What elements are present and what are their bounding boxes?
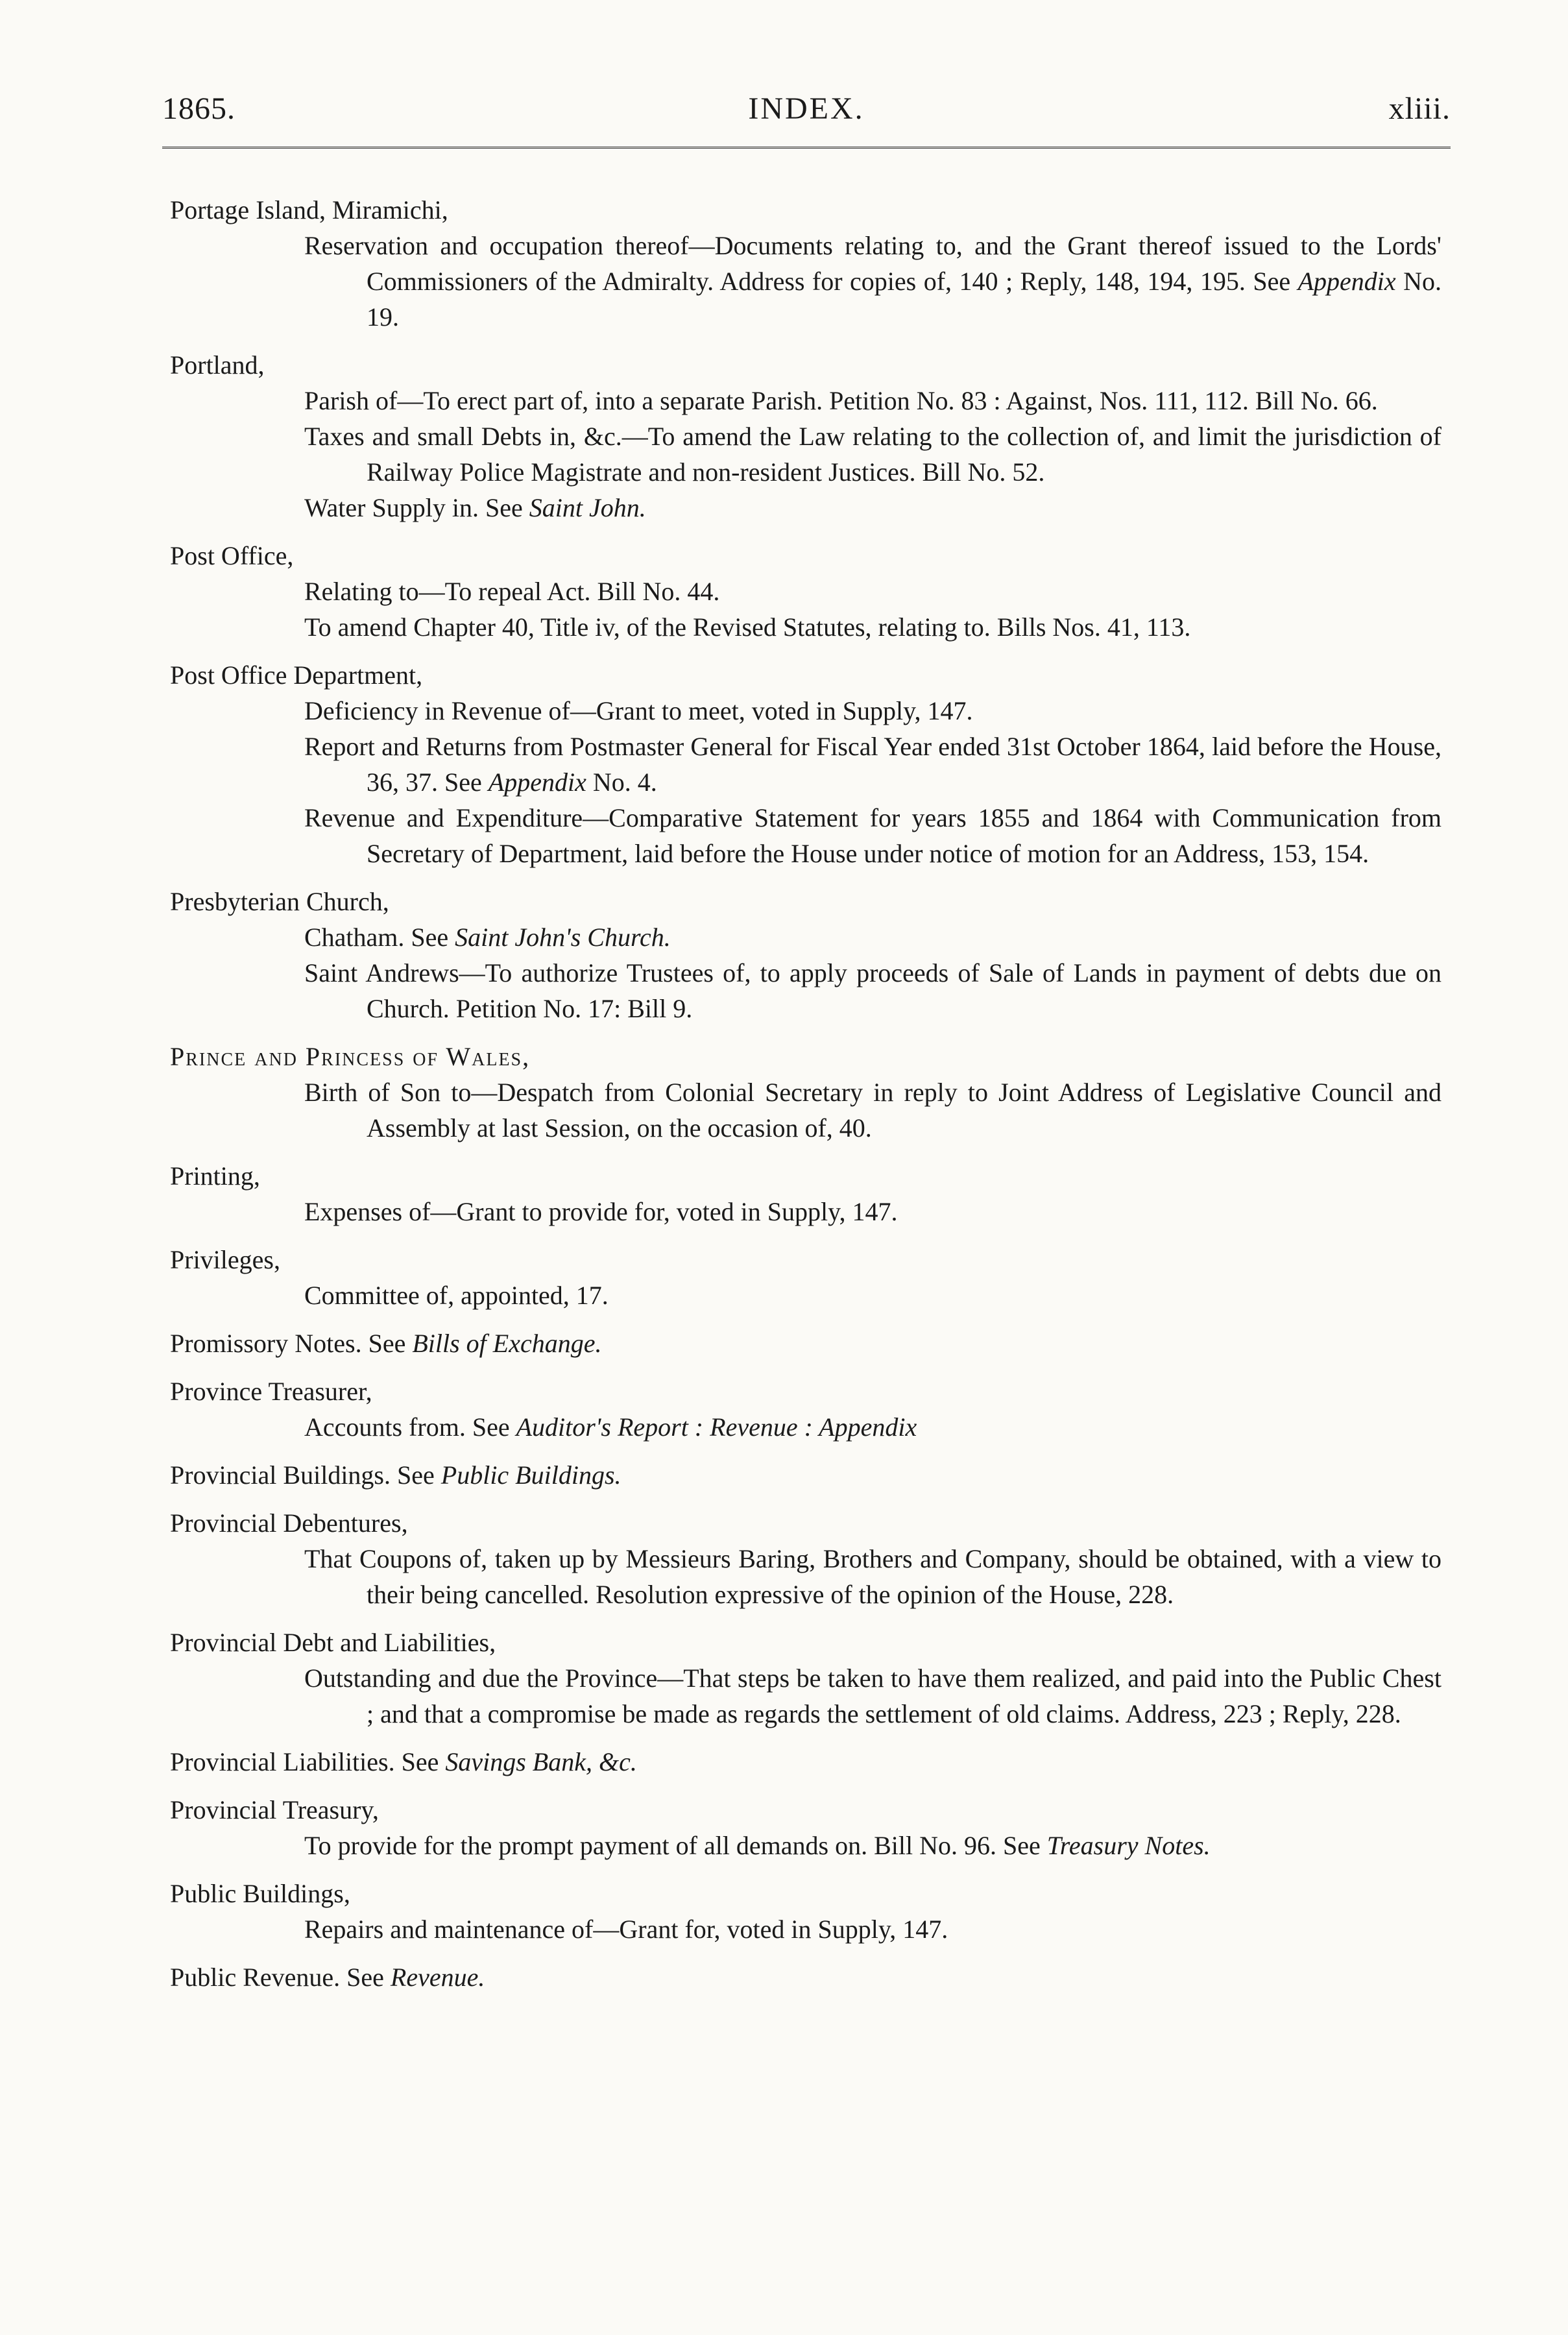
subheading-text: To amend Chapter 40, Title iv, of the Revised Statutes, relating to. Bills Nos. 41, 113. [304,612,1191,642]
subheading-text: Repairs and maintenance of—Grant for, voted in Supply, 147. [304,1915,948,1944]
entry-subheading [304,609,1441,645]
subheading-text: To provide for the prompt payment of all demands on. Bill No. 96. See [304,1831,1047,1860]
entry-heading [170,1457,1441,1493]
index-entry [170,1039,1441,1146]
entry-heading [170,884,1441,919]
subheading-text: That Coupons of, taken up by Messieurs Baring, Brothers and Company, should be obtained, with a view to their being cancelled. Resolution expressive of the opinion of the House, 228. [304,1544,1441,1609]
entry-subheading [304,919,1441,955]
entry-subheading [304,418,1441,490]
header-year: 1865. [162,91,235,126]
entry-heading-text: Public Revenue. See [170,1963,391,1992]
entry-heading-text: Post Office, [170,541,294,570]
subheading-text: Saint Andrews—To authorize Trustees of, to apply proceeds of Sale of Lands in payment of debts due on Church. Petition No. 17: Bill 9. [304,958,1441,1023]
entry-subheading [304,574,1441,609]
entry-subheading [304,1277,1441,1313]
entry-heading [170,1744,1441,1780]
entry-subheading [304,383,1441,418]
index-entry [170,1959,1441,1995]
subheading-cross-reference: Appendix [1297,267,1396,296]
entry-subheading [304,1541,1441,1612]
entry-subheading [304,490,1441,526]
subheading-text: Parish of—To erect part of, into a separate Parish. Petition No. 83 : Against, Nos. 111, 112. Bill No. 66. [304,386,1378,415]
entry-heading-text: Portage Island, Miramichi, [170,195,448,224]
entry-heading-text: Province Treasurer, [170,1377,372,1406]
entry-subheading [304,1074,1441,1146]
entry-subheading [304,1911,1441,1947]
entry-heading-text: Printing, [170,1161,260,1191]
index-entry [170,1876,1441,1947]
entry-heading-text: Promissory Notes. See [170,1329,413,1358]
entry-heading [170,1242,1441,1277]
subheading-text: Reservation and occupation thereof—Documents relating to, and the Grant thereof issued to the Lords' Commissioners of the Admiralty. Address for copies of, 140 ; Reply, 148, 194, 195. See [304,231,1441,296]
subheading-cross-reference: Saint John's Church. [455,923,671,952]
subheading-cross-reference: Appendix [488,768,586,797]
entry-heading [170,1959,1441,1995]
running-header [162,91,1451,136]
entry-subheading [304,1194,1441,1229]
index-entry [170,1625,1441,1732]
entry-heading [170,192,1441,228]
subheading-text: Outstanding and due the Province—That steps be taken to have them realized, and paid into the Public Chest ; and that a compromise be made as regards the settlement of old claims. Address, 223 ; Reply, 228. [304,1664,1441,1728]
entry-subheading [304,1409,1441,1445]
subheading-text: Taxes and small Debts in, &c.—To amend the Law relating to the collection of, and limit the jurisdiction of Railway Police Magistrate and non-resident Justices. Bill No. 52. [304,422,1441,487]
entry-heading-text: Presbyterian Church, [170,887,389,916]
entry-heading [170,347,1441,383]
subheading-text: Committee of, appointed, 17. [304,1281,609,1310]
header-page-number: xliii. [1388,91,1451,126]
index-entry [170,1325,1441,1361]
entry-heading [170,1373,1441,1409]
subheading-cross-reference: Saint John. [529,493,646,522]
subheading-text: Chatham. See [304,923,455,952]
entry-subheading [304,693,1441,729]
header-rule [162,147,1451,149]
entry-subheading [304,1828,1441,1863]
entry-heading-text: Public Buildings, [170,1879,350,1908]
subheading-text: Relating to—To repeal Act. Bill No. 44. [304,577,720,606]
entry-heading-text: Prince and Princess of Wales, [170,1042,531,1071]
entry-heading [170,1876,1441,1911]
entry-subheading [304,800,1441,871]
entry-heading [170,1158,1441,1194]
index-entry [170,1373,1441,1445]
entry-heading-text: Post Office Department, [170,660,423,690]
entry-heading-text: Provincial Liabilities. See [170,1747,446,1776]
entry-heading-text: Provincial Debt and Liabilities, [170,1628,496,1657]
entry-heading-text: Provincial Buildings. See [170,1460,441,1490]
index-entry [170,347,1441,526]
entry-heading-text: Provincial Debentures, [170,1508,408,1538]
subheading-text: Accounts from. See [304,1412,516,1442]
entry-heading [170,657,1441,693]
subheading-text: Water Supply in. See [304,493,529,522]
entry-heading [170,1792,1441,1828]
index-entry [170,1744,1441,1780]
entry-heading-cross-reference: Bills of Exchange. [412,1329,602,1358]
entry-heading-cross-reference: Revenue. [390,1963,485,1992]
index-entries [170,192,1441,2007]
entry-subheading [304,955,1441,1026]
index-entry [170,1505,1441,1612]
entry-subheading [304,729,1441,800]
entry-heading [170,1625,1441,1660]
entry-heading-text: Privileges, [170,1245,280,1274]
index-entry [170,192,1441,335]
index-entry [170,1457,1441,1493]
subheading-cross-reference: Auditor's Report : Revenue : Appendix [516,1412,917,1442]
entry-heading [170,1039,1441,1074]
entry-heading-cross-reference: Public Buildings. [440,1460,621,1490]
index-entry [170,538,1441,645]
header-title: INDEX. [748,91,865,126]
subheading-text-after: No. 19. [367,267,1441,332]
entry-heading-text: Provincial Treasury, [170,1795,379,1824]
subheading-text-after: No. 4. [586,768,657,797]
subheading-text: Revenue and Expenditure—Comparative Statement for years 1855 and 1864 with Communication from Secretary of Department, laid before the House under notice of motion for an Address, 153, 154. [304,803,1441,868]
index-entry [170,1242,1441,1313]
entry-heading [170,538,1441,574]
entry-subheading [304,1660,1441,1732]
entry-heading-cross-reference: Savings Bank, &c. [445,1747,637,1776]
subheading-text: Deficiency in Revenue of—Grant to meet, voted in Supply, 147. [304,696,973,725]
entry-subheading [304,228,1441,335]
entry-heading [170,1505,1441,1541]
subheading-cross-reference: Treasury Notes. [1046,1831,1211,1860]
entry-heading [170,1325,1441,1361]
index-entry [170,1158,1441,1229]
index-entry [170,657,1441,871]
entry-heading-text: Portland, [170,350,265,380]
subheading-text: Report and Returns from Postmaster General for Fiscal Year ended 31st October 1864, laid before the House, 36, 37. See [304,732,1441,797]
subheading-text: Birth of Son to—Despatch from Colonial Secretary in reply to Joint Address of Legislative Council and Assembly at last Session, on the occasion of, 40. [304,1078,1441,1143]
index-entry [170,1792,1441,1863]
subheading-text: Expenses of—Grant to provide for, voted in Supply, 147. [304,1197,898,1226]
index-entry [170,884,1441,1026]
